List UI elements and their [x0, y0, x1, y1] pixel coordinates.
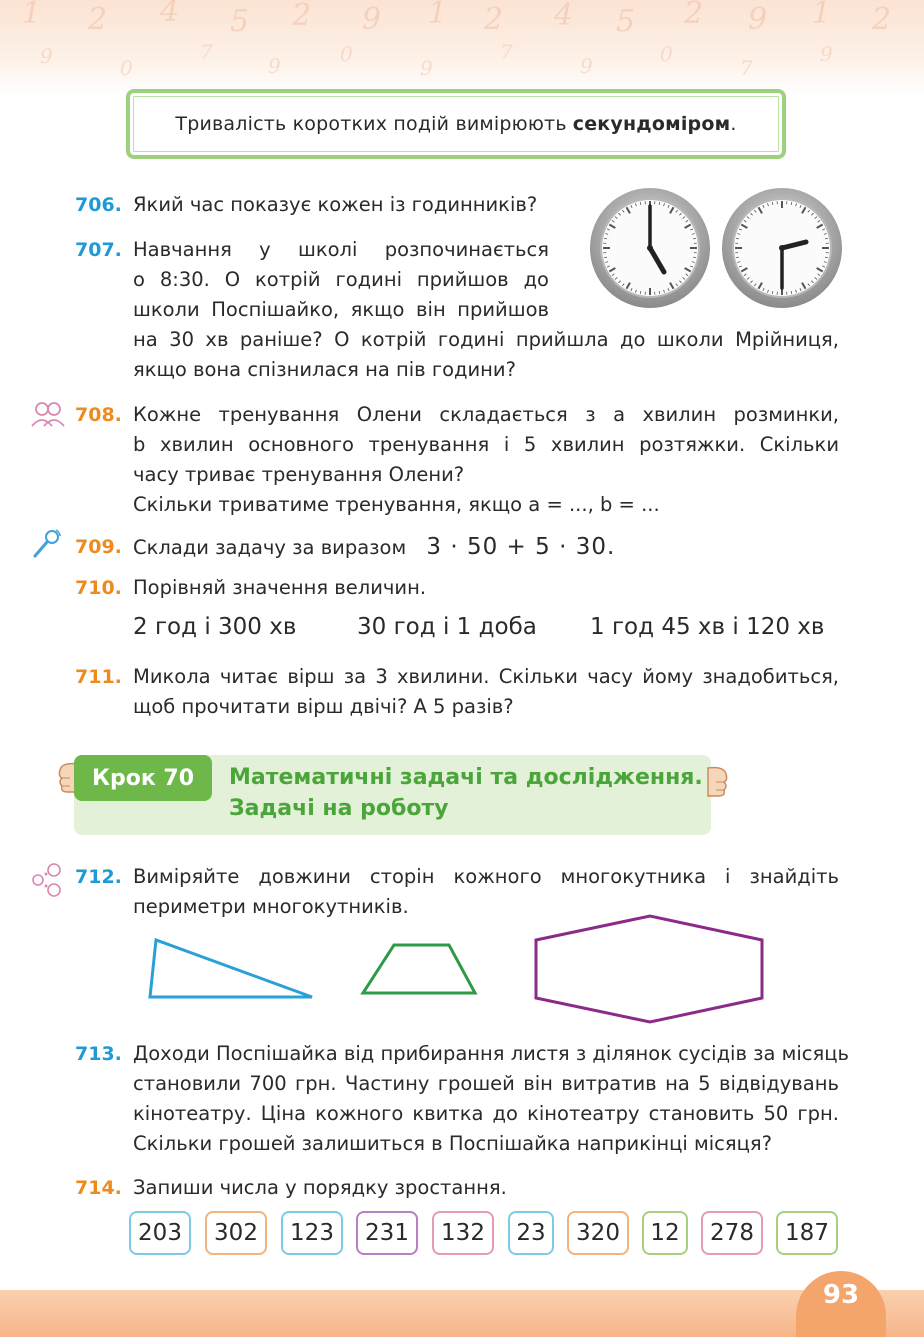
- task-709-instruction: Склади задачу за виразом: [133, 536, 407, 559]
- decorative-digit: 9: [580, 54, 593, 78]
- comparison-item: 2 год і 300 хв: [133, 614, 297, 640]
- number-card-value: 123: [290, 1220, 334, 1246]
- number-card: [642, 1211, 688, 1255]
- task-708-text: [133, 400, 839, 520]
- decorative-digit: 1: [812, 0, 832, 31]
- decorative-digit: 2: [484, 2, 504, 37]
- task-number-713: 713.: [75, 1043, 122, 1065]
- task-number-712: 712.: [75, 866, 122, 888]
- task-number-711: 711.: [75, 666, 122, 688]
- task-707-line: школи Поспішайко, якщо він прийшов: [133, 298, 549, 321]
- decorative-digit: 7: [200, 40, 213, 64]
- rule-box: [126, 89, 786, 159]
- task-707-text-bottom: [133, 325, 839, 385]
- decorative-digit: 7: [500, 40, 513, 64]
- decorative-digit: 5: [230, 4, 250, 39]
- triangle-shape: [150, 940, 312, 997]
- number-card-value: 278: [710, 1220, 754, 1246]
- number-card-value: 203: [138, 1220, 182, 1246]
- number-card: [356, 1211, 418, 1255]
- pair-work-icon: [30, 400, 66, 428]
- task-707-line: Навчання у школі розпочинається: [133, 238, 549, 261]
- task-713-line: кінотеатру. Ціна кожного квитка до кінотеатру становить 50 грн.: [133, 1102, 839, 1125]
- task-710-instruction: Порівняй значення величин.: [133, 576, 427, 599]
- rule-text: Тривалість коротких подій вимірюють: [175, 113, 567, 135]
- decorative-digit: 9: [748, 2, 768, 37]
- number-card: [205, 1211, 267, 1255]
- decorative-digit: 4: [160, 0, 180, 29]
- decorative-digit: 1: [428, 0, 448, 31]
- decorative-digit: 9: [40, 44, 53, 68]
- clocks-illustration: [588, 188, 846, 310]
- task-713-line: Доходи Поспішайка від прибирання листя з ділянок сусідів за місяць: [133, 1042, 850, 1065]
- task-707-line: якщо вона спізнилася на пів години?: [133, 358, 516, 381]
- task-708-line: часу триває тренування Олени?: [133, 463, 465, 486]
- decorative-digit: 9: [268, 54, 281, 78]
- task-711-text: [133, 662, 839, 722]
- decorative-digit: 0: [120, 56, 133, 80]
- comparison-item: 30 год і 1 доба: [357, 614, 537, 640]
- task-708-line: Скільки триватиме тренування, якщо а = ..., b = ...: [133, 493, 660, 516]
- decorative-digit: 2: [872, 2, 892, 37]
- page-number: 93: [822, 1280, 860, 1310]
- decorative-digit: 9: [420, 56, 433, 80]
- task-714-text: [133, 1173, 833, 1203]
- research-icon: [30, 862, 66, 898]
- task-number-708: 708.: [75, 404, 122, 426]
- task-709-expression: 3 · 50 + 5 · 30.: [426, 534, 616, 560]
- number-card: [281, 1211, 343, 1255]
- step-title-line: Задачі на роботу: [229, 796, 449, 821]
- number-card-value: 302: [214, 1220, 258, 1246]
- comparison-item: 1 год 45 хв і 120 хв: [590, 614, 825, 640]
- task-number-710: 710.: [75, 577, 122, 599]
- task-711-line: Микола читає вірш за 3 хвилини. Скільки часу йому знадобиться,: [133, 665, 839, 688]
- header-background: [0, 0, 924, 95]
- polygons-illustration: [140, 910, 780, 1030]
- decorative-digit: 9: [820, 42, 833, 66]
- task-713-line: Скільки грошей залишиться в Поспішайка наприкінці місяця?: [133, 1132, 772, 1155]
- number-card-value: 23: [516, 1220, 546, 1246]
- number-card-value: 187: [785, 1220, 829, 1246]
- rule-end: .: [730, 113, 737, 135]
- number-card: [432, 1211, 494, 1255]
- rule-bold-word: секундоміром: [572, 113, 731, 135]
- hexagon-shape: [536, 916, 762, 1022]
- task-713-line: становили 700 грн. Частину грошей він витратив на 5 відвідувань: [133, 1072, 839, 1095]
- number-card-value: 132: [441, 1220, 485, 1246]
- task-707-text-top: [133, 235, 549, 325]
- decorative-digit: 0: [660, 42, 673, 66]
- trapezoid-shape: [363, 945, 475, 993]
- number-card-value: 12: [650, 1220, 680, 1246]
- task-number-714: 714.: [75, 1177, 122, 1199]
- decorative-digit: 9: [362, 2, 382, 37]
- footer-bar: [0, 1290, 924, 1337]
- step-title: [229, 762, 703, 824]
- task-number-706: 706.: [75, 194, 122, 216]
- task-712-line: периметри многокутників.: [133, 895, 409, 918]
- task-708-line: b хвилин основного тренування і 5 хвилин розтяжки. Скільки: [133, 433, 839, 456]
- microphone-icon: [30, 528, 62, 560]
- decorative-digit: 2: [88, 2, 108, 37]
- task-706-line: Який час показує кожен із годинників?: [133, 193, 538, 216]
- task-708-line: Кожне тренування Олени складається з а хвилин розминки,: [133, 403, 839, 426]
- number-card-value: 231: [365, 1220, 409, 1246]
- decorative-digit: 2: [684, 0, 704, 31]
- task-709-text: [133, 532, 833, 563]
- decorative-digit: 0: [340, 42, 353, 66]
- task-707-line: на 30 хв раніше? О котрій годині прийшла до школи Мрійниця,: [133, 328, 839, 351]
- hand-right-icon: [704, 764, 730, 800]
- number-card: [508, 1211, 554, 1255]
- clock-right-icon: [722, 188, 842, 308]
- step-title-line: Математичні задачі та дослідження.: [229, 765, 703, 790]
- decorative-digit: 7: [740, 56, 753, 80]
- task-714-instruction: Запиши числа у порядку зростання.: [133, 1176, 507, 1199]
- task-710-text: [133, 573, 833, 603]
- task-706-text: [133, 190, 573, 220]
- decorative-digit: 5: [616, 4, 636, 39]
- task-711-line: щоб прочитати вірш двічі? А 5 разів?: [133, 695, 514, 718]
- step-tag: Крок 70: [74, 755, 212, 801]
- task-number-707: 707.: [75, 239, 122, 261]
- task-number-709: 709.: [75, 536, 122, 558]
- task-712-line: Виміряйте довжини сторін кожного многокутника і знайдіть: [133, 865, 839, 888]
- decorative-digit: 4: [554, 0, 574, 33]
- clock-left-icon: [590, 188, 710, 308]
- number-card: [776, 1211, 838, 1255]
- decorative-digit: 2: [292, 0, 312, 33]
- decorative-digit: 1: [22, 0, 42, 31]
- task-707-line: о 8:30. О котрій годині прийшов до: [133, 268, 549, 291]
- task-713-text: [133, 1039, 850, 1159]
- number-card: [701, 1211, 763, 1255]
- number-card: [129, 1211, 191, 1255]
- number-card-value: 320: [576, 1220, 620, 1246]
- number-card: [567, 1211, 629, 1255]
